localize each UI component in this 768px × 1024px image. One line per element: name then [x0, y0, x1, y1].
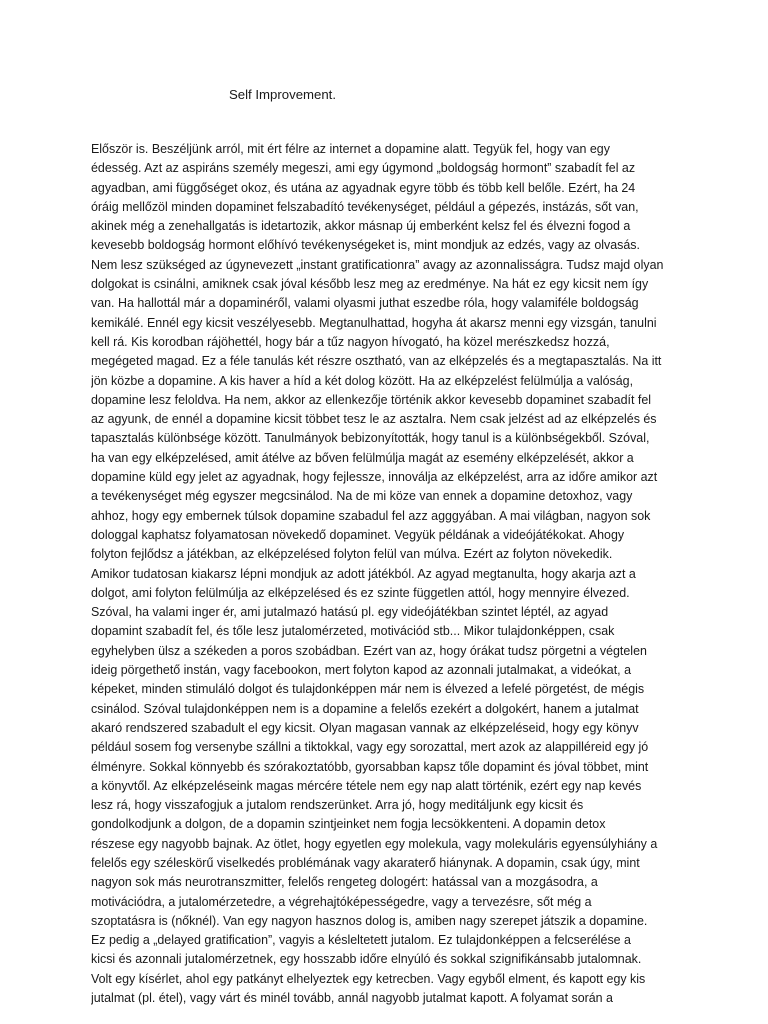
- body-text-line: Volt egy kísérlet, ahol egy patkányt elhelyeztek egy ketrecben. Vagy egyből elment, és kapott egy kis: [91, 971, 646, 986]
- body-text-line: Amikor tudatosan kiakarsz lépni mondjuk az adott játékból. Az agyad megtanulta, hogy akarja azt a: [91, 566, 636, 581]
- body-text-line: agyadban, ami függőséget okoz, és utána az agyadnak egyre több és több kell belőle. Ezért, ha 24: [91, 180, 636, 195]
- body-text-line: csinálod. Szóval tulajdonképpen nem is a dopamine a felelős ezekért a dolgokért, hanem a jutalmat: [91, 701, 639, 716]
- body-text-line: akinek még a zenehallgatás is idetartozik, akkor másnap új emberként kelsz fel és élvezni fogod a: [91, 219, 631, 234]
- body-text-line: édesség. Azt az aspiráns személy megeszi, ami egy úgymond „boldogság hormont” szabadít fel az: [91, 161, 636, 176]
- body-text-line: felelős egy széleskörű viselkedés problémának vagy akaraterő hiánynak. A dopamin, csak úgy, mint: [91, 855, 640, 870]
- body-text-line: folyton fejlődsz a játékban, az elképzelésed folyton felül van múlva. Ezért az folyton növekedik.: [91, 547, 613, 562]
- body-text-line: a tevékenységet még egyszer megcsinálod. Na de mi köze van ennek a dopamine detoxhoz, vagy: [91, 489, 633, 504]
- body-text-line: például sosem fog versenybe szállni a tiktokkal, vagy egy sorozattal, mert azok az alappilléreid egy jó: [91, 740, 649, 755]
- body-text-line: a könyvtől. Az elképzeléseink magas mércére tétele nem egy nap alatt történik, ezért egy nap kevés: [91, 778, 642, 793]
- body-text-line: dologgal kaphatsz folyamatosan növekedő dopaminet. Vegyük példának a videójátékokat. Ahogy: [91, 527, 625, 542]
- body-text-line: ha van egy elképzelésed, amit átélve az bőven felülmúlja magát az esemény elképzelését, akkor a: [91, 450, 634, 465]
- document-body: [91, 140, 691, 1008]
- body-text-line: megégeted magad. Ez a féle tanulás két részre osztható, van az elképzelés és a megtapasztalás. Na itt: [91, 354, 662, 369]
- body-text-line: Nem lesz szükséged az úgynevezett „instant gratificationra” avagy az azonnalisságra. Tudsz majd olyan: [91, 257, 664, 272]
- document-title: Self Improvement.: [229, 87, 337, 102]
- body-text-line: jutalmat (pl. étel), vagy várt és minél tovább, annál nagyobb jutalmat kapott. A folyamat során a: [91, 991, 613, 1006]
- body-text-line: gondolkodjunk a dolgon, de a dopamin szintjeinket nem fogja lecsökkenteni. A dopamin detox: [91, 817, 606, 832]
- body-text-line: képeket, minden stimuláló dolgot és tulajdonképpen már nem is élvezed a lefelé pörgetést, de mégis: [91, 682, 645, 697]
- body-text-line: kell rá. Kis korodban rájöhettél, hogy bár a tűz nagyon hívogató, ha közel merészkedsz hozzá,: [91, 334, 610, 349]
- body-text-line: dopamint szabadít fel, és tőle lesz jutalomérzeted, motivációd stb... Mikor tulajdonképpen, csak: [91, 624, 615, 639]
- body-text-line: ahhoz, hogy egy embernek túlsok dopamine szabadul fel azz agggyában. A mai világban, nagyon sok: [91, 508, 651, 523]
- body-text-line: kemikálé. Ennél egy kicsit veszélyesebb. Megtanulhattad, hogyha át akarsz menni egy vizsgán, tanulni: [91, 315, 657, 330]
- body-text-line: akaró rendszered szabadult el egy kicsit. Olyan magasan vannak az elképzeléseid, hogy egy könyv: [91, 720, 639, 735]
- body-text-line: kevesebb boldogság hormont előhívó tevékenységeket is, mint mondjuk az edzés, vagy az olvasás.: [91, 238, 640, 253]
- body-text-line: óráig mellőzöl minden dopaminet felszabadító tevékenységet, például a gépezés, instázás, sőt van,: [91, 199, 639, 214]
- body-text-line: tapasztalás különbsége között. Tanulmányok bebizonyították, hogy tanul is a különbségekből. Szóval,: [91, 431, 650, 446]
- body-text-line: szoptatásra is (nőknél). Van egy nagyon hasznos dolog is, amiben nagy szerepet játszik a dopamine.: [91, 913, 648, 928]
- body-text-line: jön közbe a dopamine. A kis haver a híd a két dolog között. Ha az elképzelést felülmúlja a valóság,: [91, 373, 634, 388]
- body-text-line: az agyunk, de ennél a dopamine kicsit többet tesz le az asztalra. Nem csak jelzést ad az elképzelés és: [91, 412, 657, 427]
- body-text-line: lesz rá, hogy visszafogjuk a jutalom rendszerünket. Arra jó, hogy meditáljunk egy kicsit és: [91, 798, 584, 813]
- body-text-line: kicsi és azonnali jutalomérzetnek, egy hosszabb időre elnyúló és sokkal szignifikánsabb jutalomnak.: [91, 952, 642, 967]
- body-text-line: Először is. Beszéljünk arról, mit ért félre az internet a dopamine alatt. Tegyük fel, hogy van egy: [91, 142, 610, 156]
- body-text-line: dopamine lesz feloldva. Ha nem, akkor az ellenkezője történik akkor kevesebb dopaminet szabadít fel: [91, 392, 651, 407]
- body-text-line: Szóval, ha valami inger ér, ami jutalmazó hatású pl. egy videójátékban szintet léptél, az agyad: [91, 605, 609, 620]
- body-text-line: motivációdra, a jutalomérzetedre, a végrehajtóképességedre, vagy a tervezésre, sőt még a: [91, 894, 592, 909]
- body-text-line: egyhelyben ülsz a székeden a poros szobádban. Ezért van az, hogy órákat tudsz pörgetni a végtelen: [91, 643, 647, 658]
- body-text-line: ideig pörgethető instán, vagy facebookon, mert folyton kapod az azonnali jutalmakat, a videókat, a: [91, 663, 631, 678]
- body-text-line: részese egy nagyobb bajnak. Az ötlet, hogy egyetlen egy molekula, vagy molekuláris egyensúlyhiány a: [91, 836, 658, 851]
- body-text-line: dolgokat is csinálni, amiknek csak jóval később lesz meg az eredménye. Na hát ez egy kicsit nem így: [91, 277, 649, 292]
- body-text-line: nagyon sok más neurotranszmitter, felelős rengeteg dologért: hatással van a mozgásodra, a: [91, 875, 598, 890]
- body-text-line: van. Ha hallottál már a dopaminéről, valami olyasmi juthat eszedbe róla, hogy valamiféle boldogság: [91, 296, 639, 311]
- body-text-line: dopamine küld egy jelet az agyadnak, hogy fejlessze, innoválja az elképzelést, arra az időre amikor azt: [91, 470, 658, 485]
- body-text-line: dolgot, ami folyton felülmúlja az elképzelésed és ez szinte független attól, hogy mennyire élvezed.: [91, 585, 630, 600]
- body-text-line: Ez pedig a „delayed gratification”, vagyis a késleltetett jutalom. Ez tulajdonképpen a felcserélése a: [91, 933, 631, 948]
- body-text-line: élményre. Sokkal könnyebb és szórakoztatóbb, gyorsabban kapsz tőle dopamint és jóval többet, mint: [91, 759, 649, 774]
